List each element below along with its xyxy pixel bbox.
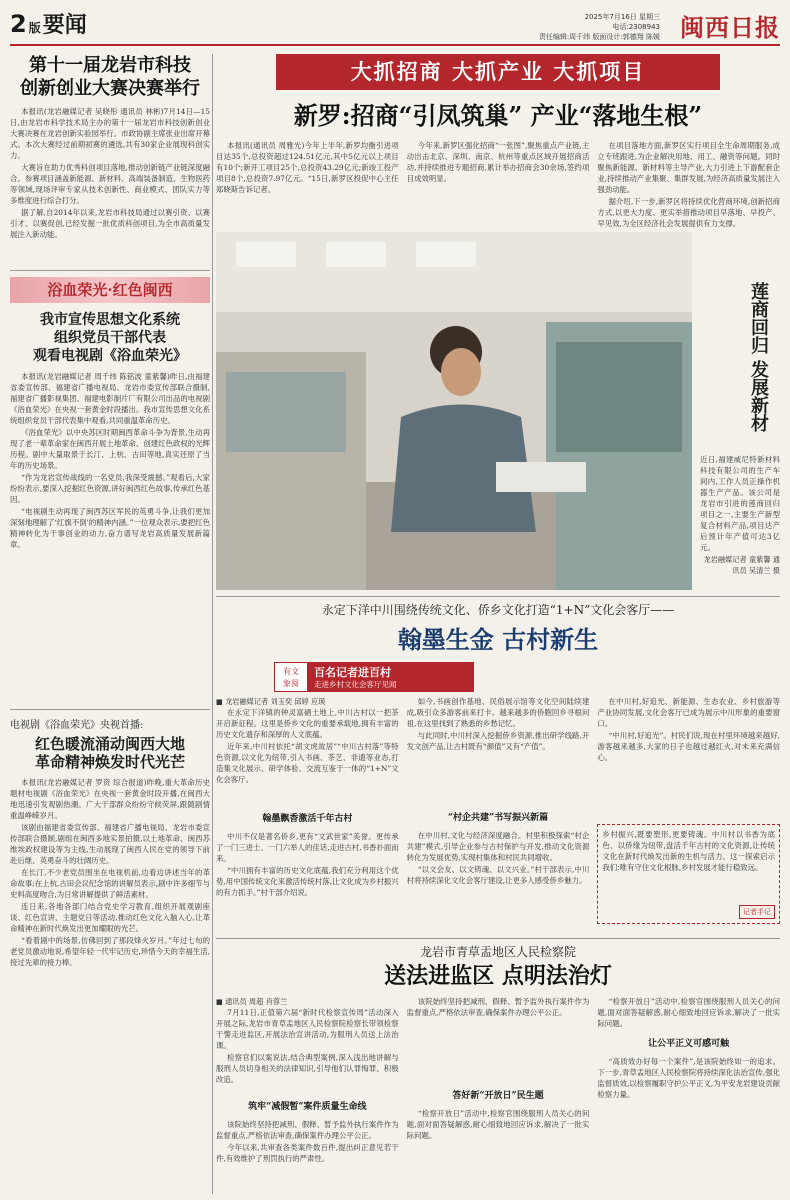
headline: 第十一届龙岩市科技 [29, 55, 191, 76]
story-zhongchuan-village [216, 596, 780, 928]
paragraph: “检察开放日”活动中,检察官围绕服刑人员关心的问题,面对面答疑解惑,耐心细致地回应诉求,解决了一批实际问题。 [406, 1109, 590, 1140]
logo-line: 有文 [283, 667, 299, 676]
paragraph: 在中川村,文化与经济深度融合。村里积极探索“村企共建”模式,引导企业参与古村保护与开发,推动文化资源转化为发展优势,实现村集体和村民共同增收。 [406, 831, 590, 862]
paragraph: 本报讯(龙岩融媒记者 罗资 综合报道)昨晚,重大革命历史题材电视剧《浴血荣光》在央视一套黄金时段开播,在闽西大地迅速引发观剧热潮。广大干部群众纷纷守候荧屏,跟随剧情重温峥嵘岁月。 [10, 778, 210, 820]
feature-col-2 [407, 696, 590, 928]
article-body [216, 1007, 399, 1095]
column-divider [212, 54, 213, 1194]
subheading: 筑牢“减假暂”案件质量生命线 [248, 1102, 367, 1112]
paragraph: 中川不仅是著名侨乡,更有“文武世家”美誉。更传承了一门三进士、一门六举人的佳话,走进古村,书香扑面而来。 [216, 832, 399, 863]
paragraph: “看着剧中的场景,仿佛回到了那段烽火岁月。”年过七旬的老党员激动地说,希望年轻一代牢记历史,珍惜今天的幸福生活,接过先辈的接力棒。 [10, 936, 210, 967]
kicker: 永定下洋中川围绕传统文化、侨乡文化打造“1+N”文化会客厅—— [321, 603, 675, 617]
divider [216, 596, 780, 597]
headline: 组织党员干部代表 [54, 330, 166, 346]
masthead [10, 8, 780, 46]
section-title: 要闻 [42, 13, 87, 38]
article-body [407, 1108, 590, 1188]
feature-col-1 [216, 696, 399, 928]
subheading: “村企共建”书写振兴新篇 [447, 813, 549, 823]
paragraph: 连日来,各地各部门结合党史学习教育,组织开展观剧座谈、红色宣讲、主题党日等活动,推动红色文化入脑入心,让革命精神在新时代焕发出更加耀眼的光芒。 [10, 902, 210, 933]
article-body [216, 707, 399, 807]
article-body [407, 996, 590, 1084]
caption-body: 近日,福建威尼特新材料科技有限公司的生产车间内,工作人员正操作机器生产产品。该公司是龙岩市引进的莲商回归项目之一,主要生产新型复合材料产品,项目达产后预计年产值可达3亿元。 [700, 455, 780, 552]
byline-mark: ■ [216, 697, 226, 706]
paragraph: “中川村,好追光”。村民们说,现在村里环境越来越好,游客越来越多,大家的日子也越过越红火,对未来充满信心。 [597, 731, 781, 762]
third-col-3 [597, 996, 780, 1188]
banner-text: 浴血荣光·红色闽西 [47, 281, 173, 299]
divider [216, 938, 780, 939]
article-body [597, 996, 780, 1032]
byline-text: 通讯员 周超 肖蓉兰 [225, 997, 288, 1006]
caption-text: 莲商回归 发展新材 [748, 282, 769, 433]
paragraph: “检察开放日”活动中,检察官围绕服刑人员关心的问题,面对面答疑解惑,耐心细致地回应诉求,解决了一批实际问题。 [597, 997, 781, 1028]
paragraph: 在长汀,不少老党员围坐在电视机前,边看边讲述当年的革命故事;在上杭,古田会议纪念馆的讲解员表示,剧中许多细节与史料高度吻合,为日常讲解提供了鲜活素材。 [10, 868, 210, 899]
article-body [597, 696, 780, 820]
paragraph: 本报讯(龙岩融媒记者 吴晓彤 通讯员 林彬)7月14日—15日,由龙岩市科学技术局主办的第十一届龙岩市科技创新创业大赛决赛在龙岩创新实验园举行。市政协副主席张业出席开幕式。本次大赛经过前期初赛的遴选,共有30家企业展现科创实力。 [10, 107, 210, 160]
logo-line: 象阅 [283, 679, 299, 688]
subheading: 翰墨飘香激活千年古村 [262, 814, 353, 824]
paragraph: 近年来,中川村依托“胡文虎故居”“中川古村落”等特色资源,以文化为纽带,引入书画、茶艺、非遗等业态,打造集文化展示、研学体验、交流互鉴于一体的“1+N”文化会客厅。 [216, 742, 399, 784]
page-number: 2 [10, 10, 27, 38]
headline: 创新创业大赛决赛举行 [20, 78, 200, 99]
banner-text: 大抓招商 大抓产业 大抓项目 [350, 59, 646, 84]
reporter-notes-box [597, 824, 780, 924]
kicker: 电视剧《浴血荣光》央视首播: [10, 720, 144, 731]
paragraph: 本报讯(龙岩融媒记者 周千纬 陈铭波 童紫馨)昨日,由福建省委宣传部、福建省广播电视局、龙岩市委宣传部联合摄制,福建省广播影视集团、福建电影制片厂有限公司出品的电视剧《浴血荣光》在央视一套黄金时段播出。我市宣传思想文化系统组织党员干部代表集中观看,共同重温革命历史。 [10, 372, 210, 425]
subheading: 答好新“开放日”民生题 [452, 1091, 544, 1101]
issue-editors: 责任编辑:周千纬 版面设计:郭德翔 陈媛 [538, 33, 660, 41]
byline [216, 696, 399, 707]
paragraph: 该院始终坚持把减刑、假释、暂予监外执行案件作为监督重点,严格依法审查,确保案件办理公平公正。 [406, 997, 590, 1017]
subheading: 让公平正义可感可触 [648, 1039, 730, 1049]
column-title: 百名记者进百村 [314, 665, 391, 679]
headline: 送法进监区 点明法治灯 [384, 963, 612, 989]
divider [10, 709, 210, 710]
kicker: 龙岩市青草盂地区人民检察院 [419, 945, 576, 959]
article-body [10, 371, 210, 703]
notes-text: 乡村振兴,既要塑形,更要铸魂。中川村以书香为底色、以侨缘为纽带,盘活千年古村的文化资源,让传统文化在新时代焕发出新的生机与活力。这一探索启示我们:唯有守住文化根脉,乡村发展才能行稳致远。 [602, 830, 776, 872]
photo-illustration [216, 232, 692, 590]
divider [10, 270, 210, 271]
paragraph: 该剧由福建省委宣传部、福建省广播电视局、龙岩市委宣传部联合摄制,剧组在闽西多地实景拍摄,以土地革命、闽西苏维埃政权建设等为主线,生动展现了闽西人民在党的领导下前赴后继、英勇奋斗的壮阔历史。 [10, 823, 210, 865]
paragraph: 今年以来,共审查各类案件数百件,提出纠正意见若干件,有效维护了刑罚执行的严肃性。 [216, 1143, 399, 1163]
headline: 红色暖流涌动闽西大地 [34, 735, 185, 753]
paragraph: 本报讯(通讯员 周雅光)今年上半年,新罗均衡引进项目达35个,总投资超过124.51亿元,其中5亿元以上项目有10个;新开工项目25个,总投资43.29亿元;新竣工投产项目8个,总投资7.97亿元。“15日,新罗区投促中心主任郑晓斯告诉记者。 [216, 141, 399, 194]
paragraph: “电视剧生动再现了闽西苏区军民的英勇斗争,让我们更加深刻地理解了‘红旗不倒’的精神内涵。”一位观众表示,要把红色精神转化为干事创业的动力,奋力谱写龙岩高质量发展新篇章。 [10, 507, 210, 549]
headline: 新罗:招商“引凤筑巢” 产业“落地生根” [293, 101, 703, 130]
feature-col-3 [597, 696, 780, 928]
headline: 革命精神焕发时代光芒 [34, 753, 185, 771]
paragraph: 在项目落地方面,新罗区实行项目全生命周期服务,成立专班跟进,为企业解决用地、用工、融资等问题。同时聚焦新能源、新材料等主导产业,大力引进上下游配套企业,持续推动产业集聚、集群发展,为经济高质量发展注入强劲动能。 [597, 141, 780, 194]
masthead-meta [530, 12, 660, 42]
notes-label: 记者手记 [739, 905, 775, 919]
article-body [216, 831, 399, 927]
paragraph: “作为龙岩宣传战线的一名党员,我深受震撼。”观看后,大家纷纷表示,要深入挖掘红色资源,讲好闽西红色故事,传承红色基因。 [10, 473, 210, 504]
article-body [10, 777, 210, 1182]
headline: 观看电视剧《浴血荣光》 [33, 348, 187, 364]
paragraph: 如今,书画创作基地、民俗展示馆等文化空间陆续建成,吸引众多游客前来打卡。越来越多的侨胞回乡寻根问祖,在这里找到了熟悉的乡愁记忆。 [406, 697, 590, 728]
article-body [407, 696, 590, 806]
headline: 我市宣传思想文化系统 [40, 312, 180, 328]
paragraph: 据了解,自2014年以来,龙岩市科技局通过以赛引资、以赛引才、以赛促创,已经发掘一批优质科创项目,为全市高质量发展注入新动能。 [10, 208, 210, 239]
story-procuratorate [216, 938, 780, 1188]
paragraph: “高质效办好每一个案件”,是该院始终如一的追求。下一步,青草盂地区人民检察院将持续深化法治宣传,强化监督质效,以检察履职守护公平正义,为平安龙岩建设贡献检察力量。 [597, 1057, 781, 1099]
paragraph: 检察官们以案说法,结合典型案例,深入浅出地讲解与服刑人员切身相关的法律知识,引导他们认罪悔罪、积极改造。 [216, 1053, 399, 1084]
paragraph: 与此同时,中川村深入挖掘侨乡资源,推出研学线路,开发文创产品,让古村既有“颜值”又有“产值”。 [406, 731, 590, 751]
story-tv-premiere [10, 716, 210, 1182]
paper-logo: 闽西日报 [680, 13, 780, 42]
issue-date: 2025年7月16日 星期三 [584, 13, 660, 21]
headline: 翰墨生金 古村新生 [397, 625, 599, 654]
byline-text: 龙岩融媒记者 刘玉奕 邱婷 应瑛 [225, 697, 326, 706]
paragraph: 在中川村,好追光、新能源、生态农业、乡村旅游等产业协同发展,文化会客厅已成为展示中川形象的重要窗口。 [597, 697, 781, 728]
paragraph: 该院始终坚持把减刑、假释、暂予监外执行案件作为监督重点,严格依法审查,确保案件办理公平公正。 [216, 1120, 399, 1140]
paragraph: 7月11日,正值第六届“新时代检察宣传周”活动深入开展之际,龙岩市青草盂地区人民检察院检察长带领检察干警走进监区,开展法治宣讲活动,为服刑人员送上法治课。 [216, 1008, 399, 1050]
story-xinluo-investment [216, 98, 780, 234]
third-col-1 [216, 996, 399, 1188]
campaign-banner [276, 54, 720, 90]
column-subtitle: 走进乡村文化会客厅见闻 [314, 679, 397, 689]
paragraph: 在永定下洋镇的钟灵富硒土地上,中川古村以一把茶开启新征程。这里是侨乡文化的重要承载地,拥有丰富的历史文化遗存和深厚的人文底蕴。 [216, 708, 399, 739]
issue-phone: 电话:2308943 [612, 23, 660, 31]
third-col-2 [407, 996, 590, 1188]
column-logo [274, 662, 308, 692]
byline [216, 996, 399, 1007]
article-body [216, 140, 780, 234]
page-edition [10, 8, 87, 39]
left-column [10, 54, 210, 1194]
right-column [216, 54, 780, 234]
paragraph: “以文会友、以文铸魂、以文兴业。”村干部表示,中川村将持续深化文化会客厅建设,让更多人感受侨乡魅力。 [406, 865, 590, 885]
paragraph: 大赛旨在助力优秀科创项目落地,推动创新链产业链深度融合。参赛项目涵盖新能源、新材料、高端装备制造、生物医药等领域,现场评审专家从技术创新性、商业模式、团队实力等多维度进行综合打分。 [10, 163, 210, 205]
photo-caption [700, 454, 780, 576]
paragraph: 《浴血荣光》以中央苏区时期闽西革命斗争为背景,生动再现了老一辈革命家在闽西开展土地革命、创建红色政权的光辉历程。剧中大量取景于长汀、上杭、古田等地,真实还原了当年的历史场景。 [10, 428, 210, 470]
article-body [407, 830, 590, 928]
story-propaganda-viewing [10, 311, 210, 703]
caption-byline: 龙岩融媒记者 童紫馨 通讯员 吴清兰 摄 [703, 555, 780, 575]
column-tag [274, 662, 474, 692]
factory-photo [216, 232, 692, 590]
paragraph: 今年来,新罗区强化招商“一张图”,聚焦重点产业链,主动出击北京、深圳、南京、杭州等重点区域开展招商活动,并持续推进专题招商,累计举办招商会30余场,签约项目成效明显。 [406, 141, 590, 183]
paragraph: 据介绍,下一步,新罗区将持续优化营商环境,创新招商方式,以更大力度、更实举措推动项目早落地、早投产、早见效,为全区经济社会发展提供有力支撑。 [597, 197, 780, 228]
article-body [10, 106, 210, 264]
paragraph: “中川拥有丰富的历史文化底蕴,我们充分利用这个优势,用中国传统文化来激活传统村落,让文化成为乡村振兴的有力抓手。”村干部介绍说。 [216, 866, 399, 897]
story-science-contest [10, 54, 210, 264]
column-banner [10, 277, 210, 303]
photo-vertical-caption [700, 282, 770, 482]
article-body [597, 1056, 780, 1176]
page-unit: 版 [28, 21, 41, 35]
article-body [216, 1119, 399, 1179]
byline-mark: ■ [216, 997, 226, 1006]
